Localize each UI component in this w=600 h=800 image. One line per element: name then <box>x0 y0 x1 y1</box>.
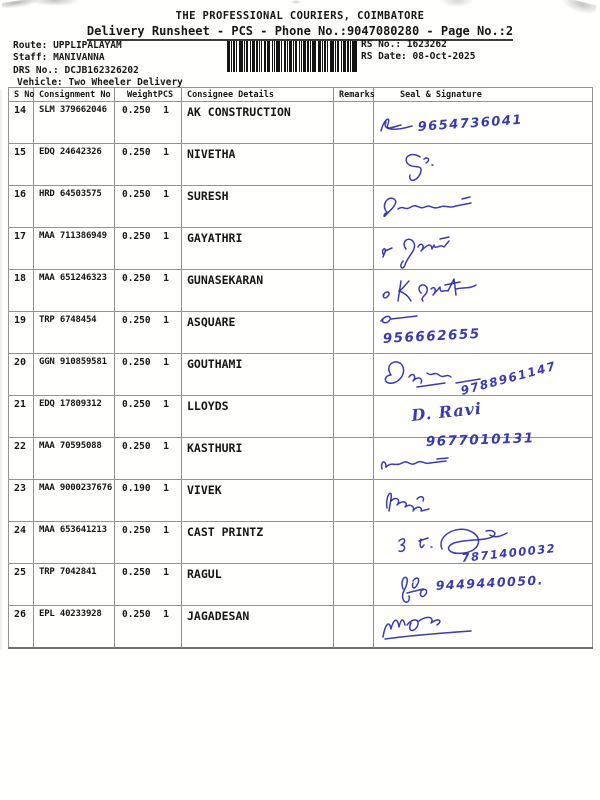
pcs-value: 1 <box>163 147 169 158</box>
signature-text: 9677010131 <box>425 430 536 450</box>
pcs-value: 1 <box>163 441 169 452</box>
pcs-value: 1 <box>163 273 169 284</box>
cell-signature <box>374 186 593 228</box>
scan-smudge <box>30 0 80 6</box>
cell-remarks <box>334 228 374 270</box>
cell-consignee: JAGADESAN <box>182 606 334 649</box>
signature-ink <box>374 564 593 606</box>
weight-value: 0.250 <box>122 609 151 620</box>
cell-consignment: TRP 7042841 <box>34 564 115 606</box>
cell-weight-pcs <box>115 354 182 396</box>
scan-smudge <box>2 0 43 10</box>
weight-value: 0.250 <box>122 315 151 326</box>
cell-remarks <box>334 396 374 438</box>
cell-signature <box>374 564 593 606</box>
cell-remarks <box>334 270 374 312</box>
table-row <box>9 354 593 396</box>
signature-text: 9788961147 <box>459 358 558 398</box>
cell-consignment: HRD 64503575 <box>34 186 115 228</box>
pcs-value: 1 <box>163 483 169 494</box>
signature-text: 9654736041 <box>417 112 524 135</box>
table-row <box>9 186 593 228</box>
pcs-value: 1 <box>163 399 169 410</box>
signature-text: 9449440050. <box>435 572 545 593</box>
cell-sno: 18 <box>9 270 34 312</box>
cell-remarks <box>334 312 374 354</box>
scan-smudge <box>290 0 302 4</box>
cell-consignment: GGN 910859581 <box>34 354 115 396</box>
cell-remarks <box>334 438 374 480</box>
table-row <box>9 606 593 649</box>
runsheet-table <box>8 87 593 649</box>
table-row <box>9 270 593 312</box>
meta-route: Route: UPPLIPALAYAM <box>13 40 122 51</box>
cell-sno: 19 <box>9 312 34 354</box>
cell-weight-pcs <box>115 438 182 480</box>
cell-consignee: SURESH <box>182 186 334 228</box>
cell-consignee: GOUTHAMI <box>182 354 334 396</box>
cell-consignment: TRP 6748454 <box>34 312 115 354</box>
cell-weight-pcs <box>115 480 182 522</box>
page-subtitle: Delivery Runsheet - PCS - Phone No.:9047080280 - Page No.:2 <box>0 24 600 41</box>
pcs-value: 1 <box>163 231 169 242</box>
cell-weight-pcs <box>115 228 182 270</box>
cell-signature <box>374 228 593 270</box>
cell-consignee: ASQUARE <box>182 312 334 354</box>
signature-ink <box>374 228 593 270</box>
page-title: THE PROFESSIONAL COURIERS, COIMBATORE <box>175 10 425 22</box>
cell-sno: 15 <box>9 144 34 186</box>
weight-value: 0.250 <box>122 441 151 452</box>
signature-text: D. Ravi <box>410 398 483 425</box>
pcs-value: 1 <box>163 609 169 620</box>
cell-consignment: MAA 70595088 <box>34 438 115 480</box>
signature-ink <box>374 354 593 396</box>
cell-sno: 22 <box>9 438 34 480</box>
cell-weight-pcs <box>115 312 182 354</box>
meta-block <box>13 40 183 90</box>
cell-sno: 23 <box>9 480 34 522</box>
cell-signature <box>374 522 593 564</box>
weight-value: 0.250 <box>122 567 151 578</box>
cell-signature <box>374 480 593 522</box>
cell-signature <box>374 430 593 480</box>
scan-smudge <box>440 0 474 7</box>
cell-consignee: LLOYDS <box>182 396 334 438</box>
rs-date: RS Date: 08-Oct-2025 <box>361 51 476 63</box>
cell-consignment: MAA 711386949 <box>34 228 115 270</box>
cell-consignee: GUNASEKARAN <box>182 270 334 312</box>
cell-weight-pcs <box>115 522 182 564</box>
cell-weight-pcs <box>115 606 182 649</box>
cell-consignee: AK CONSTRUCTION <box>182 102 334 144</box>
cell-remarks <box>334 480 374 522</box>
table-row <box>9 564 593 606</box>
pcs-value: 1 <box>163 357 169 368</box>
cell-weight-pcs <box>115 270 182 312</box>
signature-ink <box>374 186 593 228</box>
cell-consignee: NIVETHA <box>182 144 334 186</box>
pcs-value: 1 <box>163 105 169 116</box>
signature-ink <box>374 480 593 522</box>
cell-consignee: CAST PRINTZ <box>182 522 334 564</box>
weight-value: 0.250 <box>122 231 151 242</box>
cell-weight-pcs <box>115 564 182 606</box>
weight-value: 0.250 <box>122 399 151 410</box>
signature-ink <box>374 102 593 144</box>
weight-value: 0.250 <box>122 147 151 158</box>
meta-drs-no: DRS No.: DCJB162326202 <box>13 64 139 76</box>
cell-consignment: SLM 379662046 <box>34 102 115 144</box>
weight-value: 0.250 <box>122 357 151 368</box>
barcode-icon <box>227 41 357 72</box>
signature-text: 956662655 <box>382 325 482 347</box>
cell-consignee: VIVEK <box>182 480 334 522</box>
cell-consignment: EDQ 17809312 <box>34 396 115 438</box>
cell-remarks <box>334 186 374 228</box>
signature-ink <box>374 312 593 354</box>
cell-signature <box>374 312 593 354</box>
table-row <box>9 522 593 564</box>
cell-sno: 21 <box>9 396 34 438</box>
cell-signature <box>374 354 593 396</box>
header-remarks: Remarks <box>334 88 374 102</box>
header-consignment: Consignment No <box>34 88 115 102</box>
rs-block <box>361 39 475 63</box>
cell-sno: 25 <box>9 564 34 606</box>
cell-remarks <box>334 354 374 396</box>
pcs-value: 1 <box>163 567 169 578</box>
table-row <box>9 228 593 270</box>
rs-no: RS No.: 1623262 <box>361 39 447 50</box>
header-sno: S No <box>9 88 34 102</box>
cell-consignment: MAA 651246323 <box>34 270 115 312</box>
weight-value: 0.250 <box>122 189 151 200</box>
cell-sno: 14 <box>9 102 34 144</box>
scan-edge-artifact <box>0 90 2 650</box>
cell-weight-pcs <box>115 102 182 144</box>
cell-remarks <box>334 102 374 144</box>
table-row <box>9 144 593 186</box>
signature-ink <box>374 430 593 480</box>
weight-value: 0.250 <box>122 105 151 116</box>
cell-remarks <box>334 564 374 606</box>
table-row <box>9 438 593 480</box>
cell-consignment: EDQ 24642326 <box>34 144 115 186</box>
weight-value: 0.190 <box>122 483 151 494</box>
header-pcs: PCS <box>157 90 174 100</box>
meta-staff: Staff: MANIVANNA <box>13 52 105 64</box>
cell-sno: 17 <box>9 228 34 270</box>
signature-ink <box>374 270 593 312</box>
table-row <box>9 312 593 354</box>
cell-sno: 16 <box>9 186 34 228</box>
cell-remarks <box>334 522 374 564</box>
cell-consignment: EPL 40233928 <box>34 606 115 649</box>
header-weight: Weight <box>127 90 158 100</box>
pcs-value: 1 <box>163 315 169 326</box>
table-row <box>9 480 593 522</box>
weight-value: 0.250 <box>122 273 151 284</box>
signature-text: 7871400032 <box>460 541 557 565</box>
cell-sno: 24 <box>9 522 34 564</box>
header-seal-signature: Seal & Signature <box>374 88 593 102</box>
cell-weight-pcs <box>115 396 182 438</box>
cell-signature <box>374 102 593 144</box>
pcs-value: 1 <box>163 525 169 536</box>
weight-value: 0.250 <box>122 525 151 536</box>
cell-signature <box>374 606 593 649</box>
table-header-row <box>9 88 593 102</box>
cell-consignee: RAGUL <box>182 564 334 606</box>
table-row <box>9 102 593 144</box>
cell-remarks <box>334 144 374 186</box>
signature-ink <box>374 606 593 648</box>
signature-ink <box>374 144 593 186</box>
cell-remarks <box>334 606 374 649</box>
pcs-value: 1 <box>163 189 169 200</box>
cell-signature <box>374 144 593 186</box>
cell-signature <box>374 270 593 312</box>
cell-consignee: KASTHURI <box>182 438 334 480</box>
signature-ink <box>374 522 593 564</box>
cell-consignee: GAYATHRI <box>182 228 334 270</box>
cell-weight-pcs <box>115 186 182 228</box>
cell-sno: 26 <box>9 606 34 649</box>
cell-weight-pcs <box>115 144 182 186</box>
meta-vehicle: Vehicle: Two Wheeler Delivery <box>17 77 183 89</box>
cell-sno: 20 <box>9 354 34 396</box>
cell-consignment: MAA 9000237676 <box>34 480 115 522</box>
header-weight-pcs <box>115 88 182 102</box>
cell-consignment: MAA 653641213 <box>34 522 115 564</box>
header-consignee: Consignee Details <box>182 88 334 102</box>
